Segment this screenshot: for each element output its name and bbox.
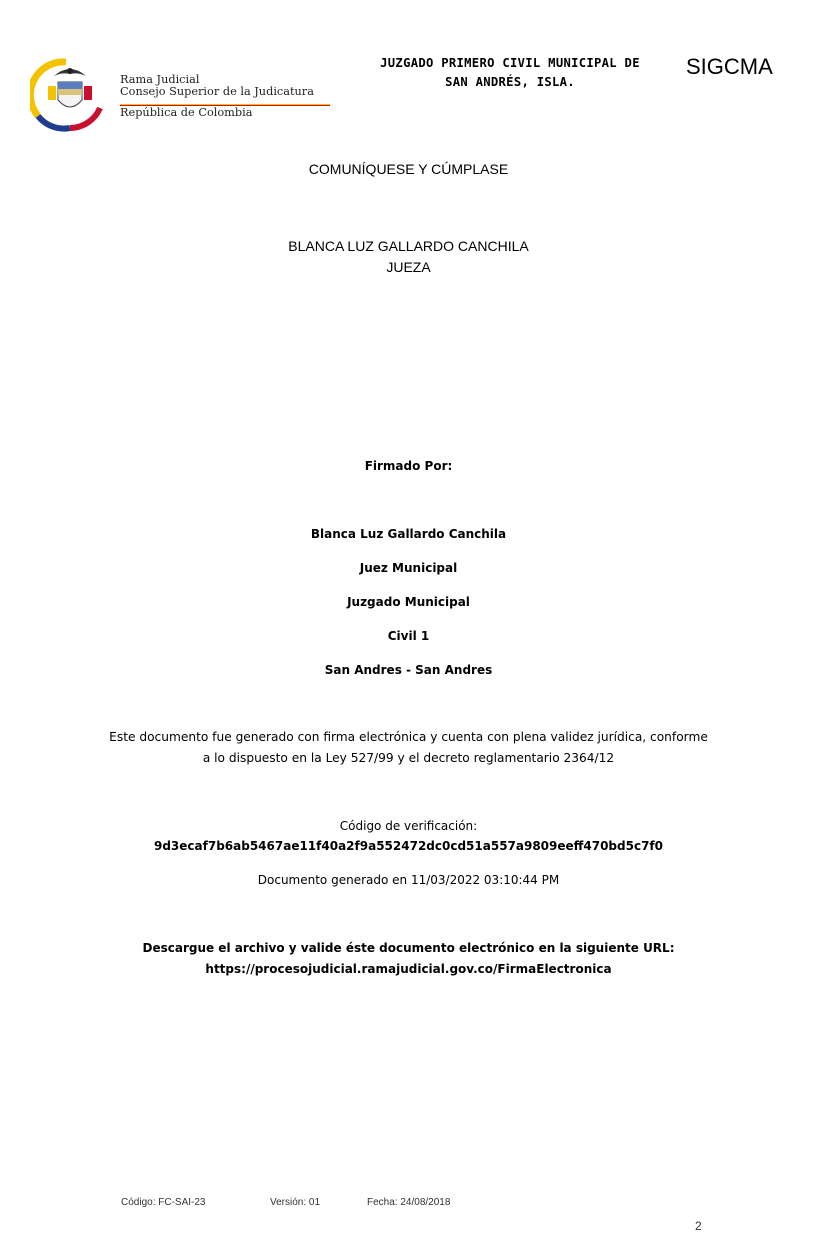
colombia-coat-of-arms-icon: [30, 58, 114, 132]
rama-judicial-logo: [30, 58, 320, 132]
footer-code: Código: FC-SAI-23: [121, 1197, 206, 1208]
judge-title: JUEZA: [386, 259, 431, 275]
signer-role: Juez Municipal: [359, 561, 458, 575]
generated-timestamp: Documento generado en 11/03/2022 03:10:44 PM: [257, 873, 560, 887]
legal-notice-line1: Este documento fue generado con firma electrónica y cuenta con plena validez jurídica, conforme: [109, 730, 708, 744]
court-title-line2: SAN ANDRÉS, ISLA.: [445, 75, 575, 89]
verification-label: Código de verificación:: [339, 819, 478, 833]
download-instruction: Descargue el archivo y valide éste documento electrónico en la siguiente URL:: [142, 941, 675, 955]
page-number: 2: [695, 1219, 702, 1233]
legal-notice: [0, 727, 817, 769]
logo-line-consejo: Consejo Superior de la Judicatura: [120, 85, 314, 98]
closing-formula: COMUNÍQUESE Y CÚMPLASE: [308, 161, 509, 177]
signer-specialty: Civil 1: [387, 629, 430, 643]
validation-url[interactable]: https://procesojudicial.ramajudicial.gov.co/FirmaElectronica: [205, 962, 612, 976]
verification-code: 9d3ecaf7b6ab5467ae11f40a2f9a552472dc0cd51a557a9809eeff470bd5c7f0: [153, 839, 663, 853]
signer-name: Blanca Luz Gallardo Canchila: [310, 527, 507, 541]
footer-date: Fecha: 24/08/2018: [367, 1197, 451, 1208]
court-title: [330, 54, 690, 92]
legal-notice-line2: a lo dispuesto en la Ley 527/99 y el decreto reglamentario 2364/12: [202, 751, 615, 765]
sigcma-label: SIGCMA: [686, 54, 773, 79]
logo-line-republica: República de Colombia: [120, 106, 253, 119]
signed-by-label: Firmado Por:: [364, 459, 453, 473]
signer-city: San Andres - San Andres: [324, 663, 493, 677]
judge-name: BLANCA LUZ GALLARDO CANCHILA: [288, 238, 529, 254]
logo-line-rama-judicial: Rama Judicial: [120, 73, 200, 86]
court-title-line1: JUZGADO PRIMERO CIVIL MUNICIPAL DE: [380, 56, 640, 70]
footer-version: Versión: 01: [270, 1197, 321, 1208]
signer-office: Juzgado Municipal: [347, 595, 470, 609]
